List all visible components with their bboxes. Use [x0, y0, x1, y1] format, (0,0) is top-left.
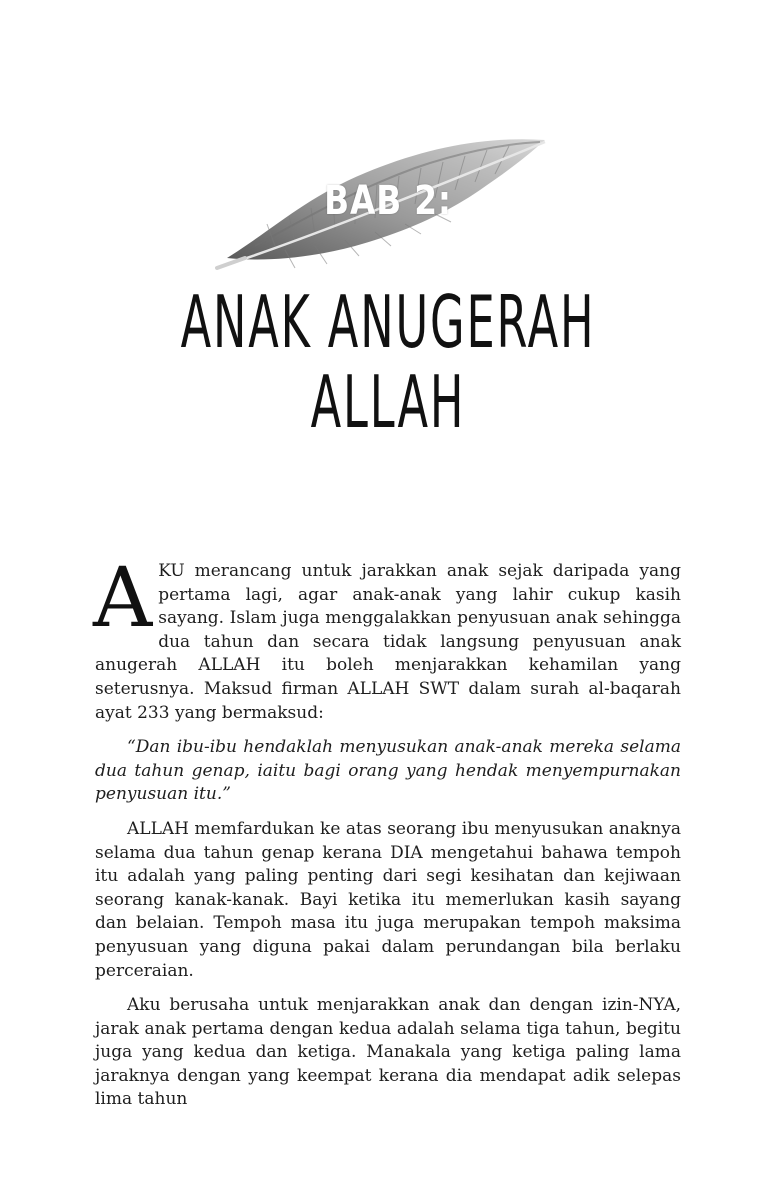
- paragraph-intro-text: KU merancang untuk jarakkan anak sejak daripada yang pertama lagi, agar anak-anak yang lahir cukup kasih sayang. Islam juga menggalakkan penyusuan anak sehingga dua tahun dan secara tidak langsung penyusuan anak anugerah ALLAH itu boleh menjarakkan kehamilan yang seterusnya. Maksud firman ALLAH SWT dalam surah al-baqarah ayat 233 yang bermaksud:: [95, 561, 681, 723]
- chapter-label: BAB 2:: [324, 178, 452, 224]
- drop-cap: A: [93, 551, 153, 646]
- chapter-header: [0, 0, 776, 480]
- paragraph-2: ALLAH memfardukan ke atas seorang ibu menyusukan anaknya selama dua tahun genap kerana DIA mengetahui bahawa tempoh itu adalah yang paling penting dari segi kesihatan dan kejiwaan seorang kanak-kanak. Bayi ketika itu memerlukan kasih sayang dan belaian. Tempoh masa itu juga merupakan tempoh maksima penyusuan yang diguna pakai dalam perundangan bila berlaku perceraian.: [95, 818, 681, 981]
- chapter-title-line2: ALLAH: [310, 360, 466, 444]
- paragraph-3: Aku berusaha untuk menjarakkan anak dan dengan izin-NYA, jarak anak pertama dengan kedua adalah selama tiga tahun, begitu juga yang kedua dan ketiga. Manakala yang ketiga paling lama jaraknya dengan yang keempat kerana dia mendapat adik selepas lima tahun: [95, 995, 681, 1110]
- chapter-title: [147, 282, 628, 442]
- chapter-body: [93, 551, 681, 1123]
- chapter-title-line1: ANAK ANUGERAH: [180, 280, 596, 364]
- paragraph-intro: [93, 551, 681, 725]
- quran-quote: “Dan ibu-ibu hendaklah menyusukan anak-anak mereka selama dua tahun genap, iaitu bagi orang yang hendak menyempurnakan penyusuan itu.”: [95, 737, 681, 805]
